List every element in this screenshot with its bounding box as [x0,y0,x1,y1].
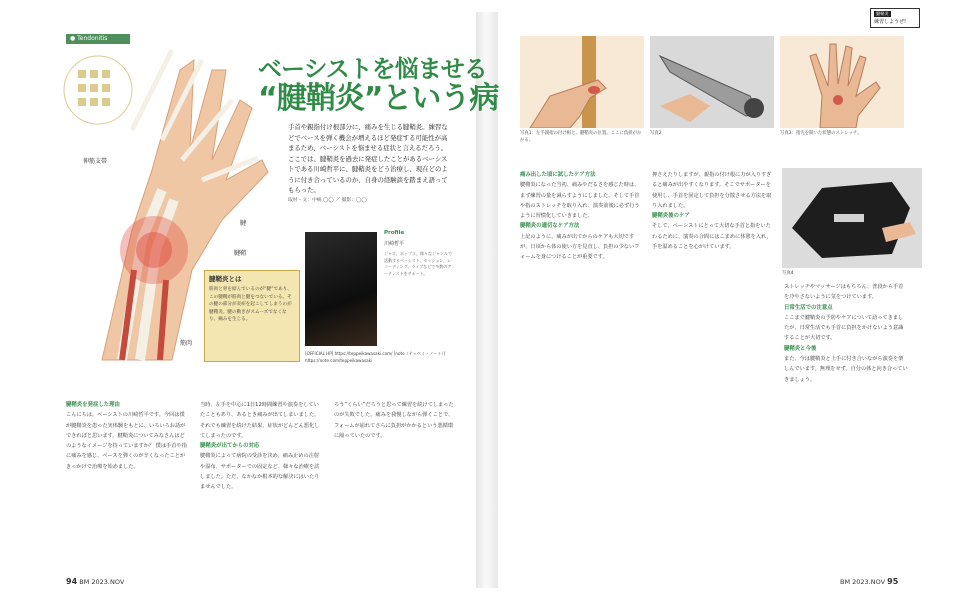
credit-line: 取材・文：中嶋 ◯◯ ／ 撮影：◯◯ [288,198,367,203]
corner-tab-label: 腱鞘炎 [876,11,889,16]
body-text: また、今は腱鞘炎と上手に付き合いながら演奏を楽しんでいます。無理をせず、自分の体と向き合っていきましょう。 [784,356,908,383]
left-column-2 [200,400,322,566]
lead-paragraph: 手首や親指付け根部分に、痛みを生じる腱鞘炎。練習などでベースを弾く機会が増えるほど発症する可能性が高まるため、ベーシストを悩ませる症状と言えるだろう。ここでは、腱鞘炎を過去に発症したことがあるベーシストである川崎哲平に、腱鞘炎をどう治療し、現在どのように付き合っているのか、自身の経験談を踏まえ語ってもらった。 [288,123,448,194]
profile-text: ジャズ、ポップス、様々なジャンルで活動するベーシスト。セッション、レコーディング、ライブなどで多数のアーティストをサポート。 [384,251,452,276]
label-tendon: 腱 [240,220,247,227]
body-text: 上記のように、痛みが出てからのケアも大切ですが、日頃から体の使い方を見直し、負担の少ないフォームを身につけることが重要です。 [520,233,640,261]
photo-2-massage-tool [650,36,774,128]
folio-mag: BM 2023.NOV [79,578,125,586]
title-line-1: ベーシストを悩ませる [258,55,487,83]
section-heading: 腱鞘炎と今後 [784,345,817,352]
bassist-photo [305,232,377,346]
right-folio [840,577,898,586]
label-sheath: 腱鞘 [234,250,247,257]
body-text: こんにちは。ベーシストの川崎哲平です。今回は僕が腱鞘炎を患った実体験をもとに、いろいろお話ができればと思います。腱鞘炎についてみなさんはどのようなイメージを持っていますか？ 僕は手首や指に痛みを感じ、ベースを弾くのが辛くなったことがきっかけで治療を始めました。 [66,412,187,470]
body-text: 当時、左手を中心に1日12時間練習や演奏をしていたこともあり、あるとき痛みが出てしまいました。それでも練習を続けた結果、症状がどんどん悪化してしまったのです。 [200,402,320,439]
info-box [204,270,300,362]
left-column-1 [66,400,188,566]
section-heading: 腱鞘炎の適切なケア方法 [520,223,580,230]
profile-links: [OFFICIAL HP] https://teppeikawasaki.com/ [note（テッペイ・ノート）] https://note.com/teppeikawasaki [305,351,445,363]
section-heading: 日常生活での注意点 [784,304,833,311]
right-column-3 [784,282,908,572]
section-heading: 腱鞘炎を発症した理由 [66,402,120,408]
section-heading: 腱鞘炎が出てからの対応 [200,443,260,450]
section-heading: 痛み出した頃に試したケア方法 [520,172,596,178]
body-text: ここまで腱鞘炎の予防やケアについて語ってきましたが、日常生活でも手首に負担をかけないよう意識することが大切です。 [784,314,904,342]
right-column-1 [520,170,642,570]
caption-4: 写真4 [782,271,794,276]
photo-1-thumb-pressing [520,36,644,128]
body-text: 腱鞘炎になった当初、痛みやだるさを感じた時は、まず練習の量を減らすようにしました。そして手首や指のストレッチを取り入れ、演奏前後に必ず行うように習慣化していきました。 [520,182,640,220]
corner-tab [870,8,920,28]
body-text: 腱鞘炎によって病院の受診を決め、痛み止めの注射や湿布、サポーターでの固定など、様々な治療を試しました。ただ、なかなか根本的な解決にはいたりませんでした。 [200,453,320,491]
photo-4-wrist-support [782,168,922,268]
info-box-title: 腱鞘炎とは [209,275,242,283]
label-muscle: 筋肉 [180,340,193,347]
body-text: ストレッチやマッサージはもちろん、普段から手首を冷やさないように気をつけています。 [784,284,904,301]
profile-name: 川崎哲平 [384,241,405,247]
caption-3: 写真3：指先を開いた状態のストレッチ。 [780,131,862,136]
left-column-3 [334,400,456,566]
right-column-2 [652,170,774,570]
photo-3-open-hand [780,36,904,128]
body-text: ろう“くらい”だろうと思って練習を続けてしまったのが失敗でした。痛みを我慢しながら弾くことで、フォームが崩れてさらに負担がかかるという悪循環に陥っていたのです。 [334,402,454,439]
caption-1: 写真1：左手親指の付け根と、腱鞘炎の位置。ここに負担がかかる。 [520,131,642,143]
article-title [258,54,498,114]
corner-tab-title: 練習しようぜ! [874,19,907,25]
section-tag: ● Tendonitis [66,34,130,44]
page-number: 94 [66,577,78,586]
section-heading: 腱鞘炎後のケア [652,213,690,220]
caption-2: 写真2 [650,131,662,136]
profile-heading: Profile [384,230,405,236]
info-box-text: 筋肉と骨を結んでいるのが“腱”であり、この腱鞘が筋肉と腱をつないでいる。その腱の部分が炎症を起こしてしまうのが腱鞘炎。腱の動きがスムーズでなくなり、痛みを生じる。 [209,287,292,322]
left-folio [66,577,124,586]
page-number: 95 [887,577,899,586]
label-extensor: 伸筋支帯 [83,158,108,165]
folio-mag: BM 2023.NOV [840,578,886,586]
title-line-2: “腱鞘炎”という病 [258,81,499,116]
body-text: 押さえたりしますが、親指の付け根に力が入りすぎると痛みが出やすくなります。そこでサポーターを使用し、手首を固定して負担を分散させる方法を取り入れました。 [652,172,772,209]
medical-icons-circle [64,56,132,124]
body-text: そして、ベーシストにとって大切な手首と指をいたわるために、演奏の合間にはこまめに休憩を入れ、手を温めることを心がけています。 [652,223,772,251]
